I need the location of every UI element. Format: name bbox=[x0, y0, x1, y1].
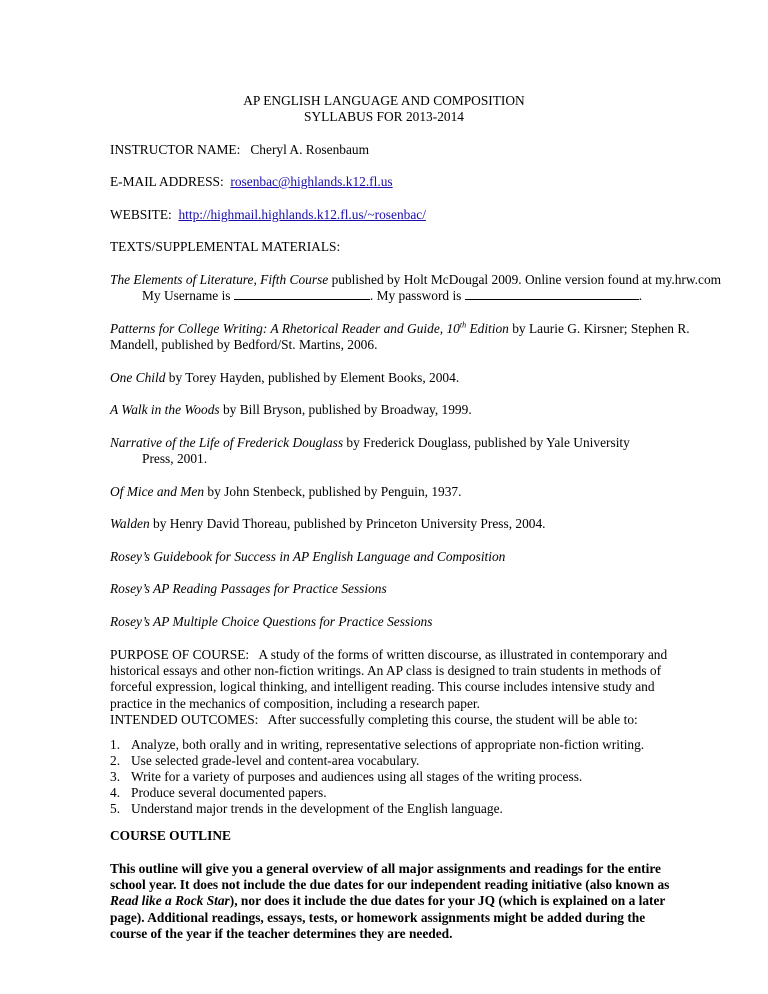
list-item: 4. Produce several documented papers. bbox=[110, 785, 327, 800]
text-item-title: Narrative of the Life of Frederick Douglass bbox=[110, 435, 344, 450]
text-item-multiple-choice bbox=[110, 614, 432, 630]
text-item-elements bbox=[110, 272, 721, 288]
text-item-title: Walden bbox=[110, 516, 150, 531]
text-item-title: Rosey’s AP Multiple Choice Questions for Practice Sessions bbox=[110, 614, 433, 629]
instructor-line bbox=[110, 142, 369, 158]
text-item-guidebook bbox=[110, 549, 505, 565]
text-item-walden bbox=[110, 516, 546, 532]
text-item-douglass bbox=[110, 435, 630, 451]
text-item-douglass-cont: Press, 2001. bbox=[142, 451, 208, 466]
email-label: E-MAIL ADDRESS: bbox=[110, 174, 224, 189]
text-item-patterns bbox=[110, 321, 690, 337]
text-item-details: by Torey Hayden, published by Element Books, 2004. bbox=[165, 370, 460, 385]
outline-paragraph: This outline will give you a general overview of all major assignments and readings for the entire school year. It does not include the due dates for our independent reading initiative (also known as Read like a Rock Star), nor does it include the due dates for your JQ (which is explained on a later page). Additional readings, essays, tests, or homework assignments might be added during the course of the year if the teacher determines they are needed. bbox=[110, 861, 670, 941]
text-item-patterns-cont: Mandell, published by Bedford/St. Martins, 2006. bbox=[110, 337, 378, 352]
outline-heading: COURSE OUTLINE bbox=[110, 828, 231, 843]
outcomes-list bbox=[110, 737, 644, 817]
login-line: My Username is . My password is . bbox=[142, 288, 643, 303]
purpose-label: PURPOSE OF COURSE: bbox=[110, 647, 250, 662]
text-item-mice-and-men bbox=[110, 484, 461, 500]
text-item-title: Rosey’s AP Reading Passages for Practice Sessions bbox=[110, 581, 387, 596]
outcomes-label: INTENDED OUTCOMES: bbox=[110, 712, 259, 727]
instructor-name: Cheryl A. Rosenbaum bbox=[250, 142, 370, 157]
text-item-title: A Walk in the Woods bbox=[110, 402, 220, 417]
email-line bbox=[110, 174, 393, 190]
purpose-text: A study of the forms of written discourse, as illustrated in contemporary and historical essays and other non-fiction writings. An AP class is designed to train students in methods of forceful expression, logical thinking, and intelligent reading. This course includes intensive study and practice in the mechanics of composition, including a research paper. bbox=[110, 647, 668, 711]
username-label: My Username is bbox=[142, 288, 231, 303]
text-item-details: by Frederick Douglass, published by Yale University bbox=[343, 435, 630, 450]
text-item-one-child bbox=[110, 370, 459, 386]
text-item-title: Patterns for College Writing: A Rhetorical Reader and Guide, 10th Edition bbox=[110, 320, 509, 336]
outline-italic: Read like a Rock Star bbox=[110, 893, 230, 909]
website-line bbox=[110, 207, 426, 223]
text-item-title: Of Mice and Men bbox=[110, 484, 205, 499]
purpose-paragraph bbox=[110, 647, 670, 712]
outcomes-intro: After successfully completing this course, the student will be able to: bbox=[267, 712, 638, 727]
password-label: . My password is bbox=[369, 288, 462, 303]
text-item-title: Rosey’s Guidebook for Success in AP English Language and Composition bbox=[110, 549, 506, 564]
list-item: 3. Write for a variety of purposes and audiences using all stages of the writing process. bbox=[110, 769, 583, 784]
list-item: 2. Use selected grade-level and content-area vocabulary. bbox=[110, 753, 420, 768]
list-item: 5. Understand major trends in the development of the English language. bbox=[110, 801, 503, 816]
website-link[interactable]: http://highmail.highlands.k12.fl.us/~rosenbac/ bbox=[178, 207, 426, 222]
username-blank bbox=[234, 288, 370, 300]
text-item-walk-in-woods bbox=[110, 402, 472, 418]
text-item-details: by John Stenbeck, published by Penguin, 1937. bbox=[204, 484, 462, 499]
text-item-details: by Bill Bryson, published by Broadway, 1999. bbox=[219, 402, 472, 417]
outcomes-line bbox=[110, 712, 638, 728]
doc-title: AP ENGLISH LANGUAGE AND COMPOSITION bbox=[243, 93, 525, 108]
doc-subtitle: SYLLABUS FOR 2013-2014 bbox=[304, 109, 464, 124]
password-blank bbox=[465, 288, 639, 300]
text-item-title: One Child bbox=[110, 370, 166, 385]
text-item-title: The Elements of Literature, Fifth Course bbox=[110, 272, 329, 287]
list-item: 1. Analyze, both orally and in writing, representative selections of appropriate non-fiction writing. bbox=[110, 737, 645, 752]
texts-heading: TEXTS/SUPPLEMENTAL MATERIALS: bbox=[110, 239, 341, 254]
email-link[interactable]: rosenbac@highlands.k12.fl.us bbox=[230, 174, 393, 189]
website-label: WEBSITE: bbox=[110, 207, 172, 222]
text-item-details: by Laurie G. Kirsner; Stephen R. bbox=[508, 321, 690, 336]
instructor-label: INSTRUCTOR NAME: bbox=[110, 142, 241, 157]
text-item-details: by Henry David Thoreau, published by Princeton University Press, 2004. bbox=[149, 516, 546, 531]
text-item-reading-passages bbox=[110, 581, 387, 597]
text-item-details: published by Holt McDougal 2009. Online version found at my.hrw.com bbox=[328, 272, 722, 287]
